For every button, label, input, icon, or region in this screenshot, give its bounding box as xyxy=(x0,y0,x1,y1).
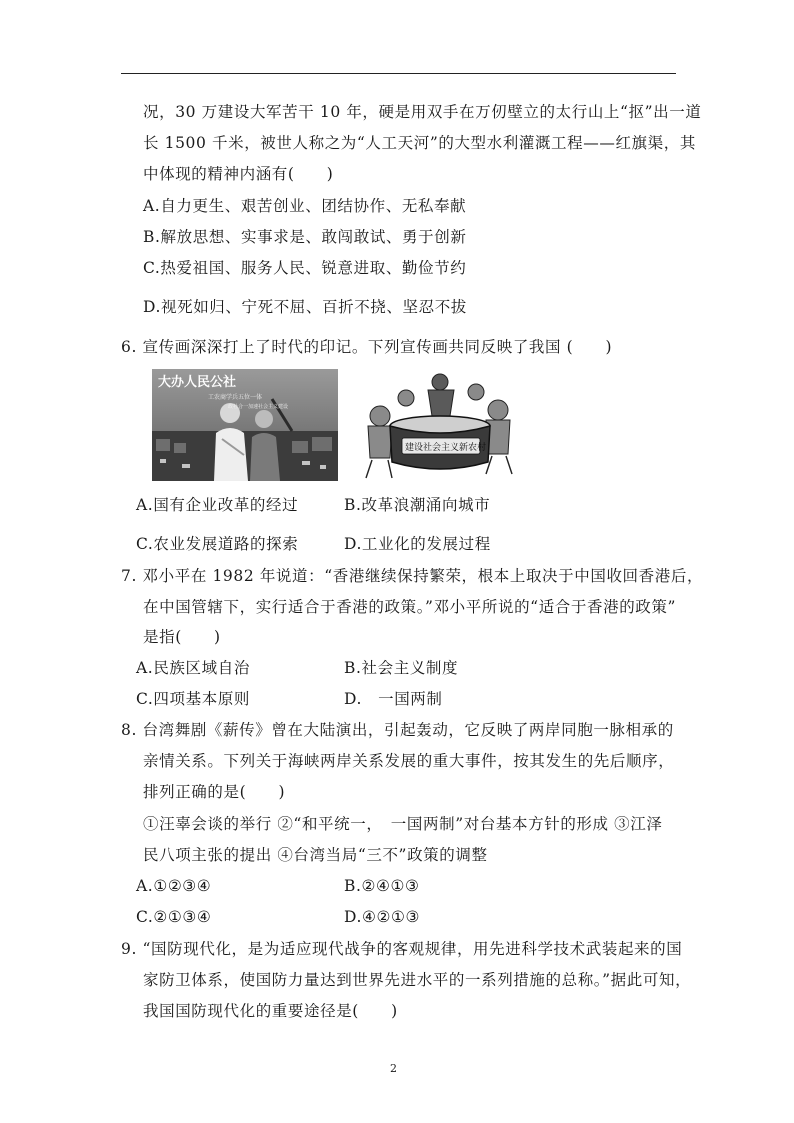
q8-events-line: ①汪辜会谈的举行 ②“和平统一， 一国两制”对台基本方针的形成 ③江泽 xyxy=(143,815,663,833)
poster1-subtitle: 政社合一加速社会主义建设 xyxy=(228,404,289,410)
q6-option-c: C.农业发展道路的探索 xyxy=(136,535,299,553)
poster-new-countryside-drum-image xyxy=(358,370,518,482)
q8-stem-line: 亲情关系。下列关于海峡两岸关系发展的重大事件，按其发生的先后顺序， xyxy=(143,752,675,770)
q8-events-line: 民八项主张的提出 ④台湾当局“三不”政策的调整 xyxy=(143,846,488,864)
q8-option-d: D.④②①③ xyxy=(344,908,420,926)
q8-stem-line: 排列正确的是( ) xyxy=(143,783,286,801)
q5-option-d: D.视死如归、宁死不屈、百折不挠、坚忍不拔 xyxy=(143,298,467,316)
q8-option-c: C.②①③④ xyxy=(136,908,212,926)
q7-option-b: B.社会主义制度 xyxy=(344,659,459,677)
q9-stem-line: 家防卫体系，使国防力量达到世界先进水平的一系列措施的总称。”据此可知， xyxy=(143,971,692,989)
q5-stem-line: 长 1500 千米，被世人称之为“人工天河”的大型水利灌溉工程——红旗渠，其 xyxy=(143,134,696,152)
q6-option-d: D.工业化的发展过程 xyxy=(344,535,491,553)
q5-stem-line: 中体现的精神内涵有( ) xyxy=(143,165,334,183)
drum-slogan-text: 建设社会主义新农村 xyxy=(405,442,487,452)
q7-stem-line: 在中国管辖下，实行适合于香港的政策。”邓小平所说的“适合于香港的政策” xyxy=(143,598,677,616)
poster1-title: 大办人民公社 xyxy=(158,374,237,389)
poster-people-commune-image xyxy=(152,369,338,481)
q7-option-c: C.四项基本原则 xyxy=(136,690,251,708)
q8-option-b: B.②④①③ xyxy=(344,877,420,895)
q9-stem-line: 我国国防现代化的重要途径是( ) xyxy=(143,1002,398,1020)
q5-stem-line: 况，30 万建设大军苦干 10 年，硬是用双手在万仞壁立的太行山上“抠”出一道 xyxy=(143,103,702,121)
q5-option-b: B.解放思想、实事求是、敢闯敢试、勇于创新 xyxy=(143,228,467,246)
q7-option-d: D. 一国两制 xyxy=(344,690,443,708)
page-number: 2 xyxy=(390,1062,397,1075)
q9-stem-line: 9. “国防现代化，是为适应现代战争的客观规律，用先进科学技术武装起来的国 xyxy=(121,940,683,958)
q5-option-c: C.热爱祖国、服务人民、锐意进取、勤俭节约 xyxy=(143,259,467,277)
q8-option-a: A.①②③④ xyxy=(136,877,212,895)
q6-option-a: A.国有企业改革的经过 xyxy=(136,496,299,514)
q8-stem-line: 8. 台湾舞剧《薪传》曾在大陆演出，引起轰动，它反映了两岸同胞一脉相承的 xyxy=(121,721,674,739)
q5-option-a: A.自力更生、艰苦创业、团结协作、无私奉献 xyxy=(143,197,467,215)
q7-stem-line: 7. 邓小平在 1982 年说道：“香港继续保持繁荣，根本上取决于中国收回香港后， xyxy=(121,567,704,585)
q7-stem-line: 是指( ) xyxy=(143,628,221,646)
q7-option-a: A.民族区域自治 xyxy=(136,659,250,677)
header-rule xyxy=(121,73,676,74)
q6-option-b: B.改革浪潮涌向城市 xyxy=(344,496,491,514)
q6-stem: 6. 宣传画深深打上了时代的印记。下列宣传画共同反映了我国 ( ) xyxy=(121,338,613,356)
poster1-subtitle: 工农商学兵五位一体 xyxy=(208,395,263,401)
